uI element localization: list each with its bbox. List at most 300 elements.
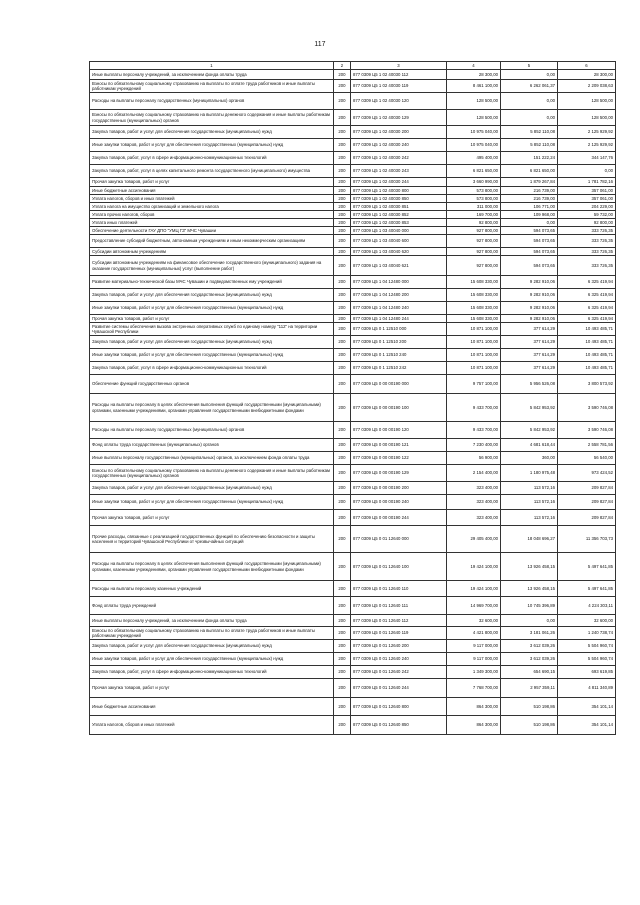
approved-amount-cell: 9 433 700,00 bbox=[447, 422, 501, 439]
table-row bbox=[90, 465, 616, 482]
table-header bbox=[90, 62, 616, 70]
admin-code-cell: 200 bbox=[334, 375, 351, 394]
table-row bbox=[90, 152, 616, 165]
unexecuted-amount-cell: 5 497 641,85 bbox=[558, 553, 616, 581]
table-row bbox=[90, 219, 616, 227]
column-number-row bbox=[90, 62, 616, 70]
table-row bbox=[90, 666, 616, 679]
unexecuted-amount-cell: 357 061,00 bbox=[558, 195, 616, 203]
budget-execution-table bbox=[89, 61, 616, 735]
unexecuted-amount-cell: 10 493 485,71 bbox=[558, 362, 616, 375]
table-row bbox=[90, 110, 616, 126]
budget-classification-code-cell: 877 0309 Ц5 0 00 00190 244 bbox=[351, 510, 447, 526]
admin-code-cell: 200 bbox=[334, 203, 351, 211]
unexecuted-amount-cell: 333 726,35 bbox=[558, 256, 616, 276]
executed-amount-cell: 510 198,86 bbox=[501, 698, 558, 716]
approved-amount-cell: 10 975 040,00 bbox=[447, 139, 501, 152]
unexecuted-amount-cell: 344 147,76 bbox=[558, 152, 616, 165]
admin-code-cell: 200 bbox=[334, 698, 351, 716]
executed-amount-cell: 151 222,24 bbox=[501, 152, 558, 165]
unexecuted-amount-cell: 11 356 703,73 bbox=[558, 526, 616, 553]
executed-amount-cell: 113 572,16 bbox=[501, 482, 558, 495]
admin-code-cell: 200 bbox=[334, 597, 351, 615]
row-name-cell: Фонд оплаты труда государственных (муниципальных) органов bbox=[90, 439, 334, 452]
budget-classification-code-cell: 877 0309 Ц5 0 01 12640 111 bbox=[351, 597, 447, 615]
row-name-cell: Взносы по обязательному социальному страхованию на выплаты денежного содержания и иные выплаты работникам государственных (муниципальных) органов bbox=[90, 110, 334, 126]
unexecuted-amount-cell: 1 240 738,74 bbox=[558, 627, 616, 640]
unexecuted-amount-cell: 357 061,00 bbox=[558, 187, 616, 195]
executed-amount-cell: 6 821 650,00 bbox=[501, 165, 558, 178]
admin-code-cell: 200 bbox=[334, 110, 351, 126]
approved-amount-cell: 323 400,00 bbox=[447, 510, 501, 526]
executed-amount-cell: 18 048 696,27 bbox=[501, 526, 558, 553]
budget-classification-code-cell: 877 0309 Ц5 0 1 12510 240 bbox=[351, 349, 447, 362]
budget-classification-code-cell: 877 0309 Ц5 1 04 12480 244 bbox=[351, 315, 447, 323]
approved-amount-cell: 9 757 100,00 bbox=[447, 375, 501, 394]
approved-amount-cell: 128 500,00 bbox=[447, 110, 501, 126]
approved-amount-cell: 573 800,00 bbox=[447, 195, 501, 203]
table-row bbox=[90, 302, 616, 315]
admin-code-cell: 200 bbox=[334, 422, 351, 439]
admin-code-cell: 200 bbox=[334, 627, 351, 640]
unexecuted-amount-cell: 10 493 485,71 bbox=[558, 336, 616, 349]
approved-amount-cell: 1 349 300,00 bbox=[447, 666, 501, 679]
admin-code-cell: 200 bbox=[334, 495, 351, 510]
budget-classification-code-cell: 877 0309 Ц5 1 02 40030 244 bbox=[351, 178, 447, 187]
table-row bbox=[90, 211, 616, 219]
executed-amount-cell: 9 282 910,06 bbox=[501, 315, 558, 323]
unexecuted-amount-cell: 3 800 573,92 bbox=[558, 375, 616, 394]
executed-amount-cell: 0,00 bbox=[501, 93, 558, 110]
budget-classification-code-cell: 877 0309 Ц5 0 00 00190 100 bbox=[351, 394, 447, 422]
admin-code-cell: 200 bbox=[334, 126, 351, 139]
row-name-cell: Иные закупки товаров, работ и услуг для обеспечения государственных (муниципальных) нужд bbox=[90, 653, 334, 666]
table-row bbox=[90, 227, 616, 235]
executed-amount-cell: 510 198,86 bbox=[501, 716, 558, 735]
unexecuted-amount-cell: 6 325 419,94 bbox=[558, 315, 616, 323]
budget-classification-code-cell: 877 0309 Ц5 1 02 40030 243 bbox=[351, 165, 447, 178]
budget-classification-code-cell: 877 0309 Ц5 0 00 00190 240 bbox=[351, 495, 447, 510]
table-row bbox=[90, 315, 616, 323]
unexecuted-amount-cell: 6 325 419,94 bbox=[558, 276, 616, 289]
approved-amount-cell: 29 405 400,00 bbox=[447, 526, 501, 553]
approved-amount-cell: 56 900,00 bbox=[447, 452, 501, 465]
column-number: 6 bbox=[558, 62, 616, 70]
executed-amount-cell: 1 879 267,84 bbox=[501, 178, 558, 187]
admin-code-cell: 200 bbox=[334, 615, 351, 627]
executed-amount-cell: 0,00 bbox=[501, 70, 558, 80]
admin-code-cell: 200 bbox=[334, 452, 351, 465]
unexecuted-amount-cell: 2 209 038,63 bbox=[558, 80, 616, 93]
table-row bbox=[90, 640, 616, 653]
approved-amount-cell: 15 608 330,00 bbox=[447, 302, 501, 315]
budget-classification-code-cell: 877 0309 Ц5 0 01 12640 242 bbox=[351, 666, 447, 679]
table-row bbox=[90, 627, 616, 640]
approved-amount-cell: 32 600,00 bbox=[447, 615, 501, 627]
admin-code-cell: 200 bbox=[334, 289, 351, 302]
unexecuted-amount-cell: 2 125 929,92 bbox=[558, 126, 616, 139]
row-name-cell: Уплата прочих налогов, сборов bbox=[90, 211, 334, 219]
executed-amount-cell: 9 282 910,06 bbox=[501, 289, 558, 302]
executed-amount-cell: 594 073,65 bbox=[501, 256, 558, 276]
admin-code-cell: 200 bbox=[334, 666, 351, 679]
executed-amount-cell: 13 926 458,15 bbox=[501, 581, 558, 597]
executed-amount-cell: 377 614,29 bbox=[501, 349, 558, 362]
approved-amount-cell: 10 871 100,00 bbox=[447, 323, 501, 336]
executed-amount-cell: 5 842 953,92 bbox=[501, 422, 558, 439]
table-row bbox=[90, 553, 616, 581]
budget-classification-code-cell: 877 0309 Ц5 0 01 12640 110 bbox=[351, 581, 447, 597]
column-number: 4 bbox=[447, 62, 501, 70]
budget-classification-code-cell: 877 0309 Ц5 1 02 40030 112 bbox=[351, 70, 447, 80]
executed-amount-cell: 113 572,16 bbox=[501, 495, 558, 510]
row-name-cell: Прочая закупка товаров, работ и услуг bbox=[90, 679, 334, 698]
row-name-cell: Иные бюджетные ассигнования bbox=[90, 698, 334, 716]
row-name-cell: Иные закупки товаров, работ и услуг для обеспечения государственных (муниципальных) нужд bbox=[90, 139, 334, 152]
approved-amount-cell: 927 800,00 bbox=[447, 235, 501, 248]
unexecuted-amount-cell: 6 325 419,94 bbox=[558, 302, 616, 315]
executed-amount-cell: 6 262 061,37 bbox=[501, 80, 558, 93]
row-name-cell: Иные выплаты персоналу государственных (муниципальных) органов, за исключением фонда оплаты труда bbox=[90, 452, 334, 465]
column-number: 5 bbox=[501, 62, 558, 70]
approved-amount-cell: 14 969 700,00 bbox=[447, 597, 501, 615]
table-row bbox=[90, 394, 616, 422]
admin-code-cell: 200 bbox=[334, 93, 351, 110]
budget-classification-code-cell: 877 0309 Ц5 1 02 40030 200 bbox=[351, 126, 447, 139]
row-name-cell: Прочая закупка товаров, работ и услуг bbox=[90, 315, 334, 323]
executed-amount-cell: 113 572,16 bbox=[501, 510, 558, 526]
budget-classification-code-cell: 877 0309 Ц5 0 01 12640 200 bbox=[351, 640, 447, 653]
page-number: 117 bbox=[314, 41, 326, 48]
table-row bbox=[90, 615, 616, 627]
row-name-cell: Обеспечение функций государственных органов bbox=[90, 375, 334, 394]
table-row bbox=[90, 256, 616, 276]
executed-amount-cell: 0,00 bbox=[501, 219, 558, 227]
admin-code-cell: 200 bbox=[334, 276, 351, 289]
unexecuted-amount-cell: 4 811 340,89 bbox=[558, 679, 616, 698]
table-body bbox=[90, 70, 616, 735]
row-name-cell: Взносы по обязательному социальному страхованию на выплаты по оплате труда работников и иные выплаты работникам учреждений bbox=[90, 627, 334, 640]
budget-classification-code-cell: 877 0309 Ц5 1 04 12480 240 bbox=[351, 302, 447, 315]
table-row bbox=[90, 452, 616, 465]
executed-amount-cell: 377 614,29 bbox=[501, 362, 558, 375]
unexecuted-amount-cell: 333 726,35 bbox=[558, 248, 616, 256]
budget-classification-code-cell: 877 0309 Ц5 0 01 12640 100 bbox=[351, 553, 447, 581]
unexecuted-amount-cell: 92 800,00 bbox=[558, 219, 616, 227]
unexecuted-amount-cell: 0,00 bbox=[558, 165, 616, 178]
table-row bbox=[90, 482, 616, 495]
budget-classification-code-cell: 877 0309 Ц5 1 02 40030 853 bbox=[351, 219, 447, 227]
budget-classification-code-cell: 877 0309 Ц5 0 00 00190 120 bbox=[351, 422, 447, 439]
admin-code-cell: 200 bbox=[334, 362, 351, 375]
budget-classification-code-cell: 877 0309 Ц5 1 02 40030 119 bbox=[351, 80, 447, 93]
approved-amount-cell: 169 700,00 bbox=[447, 211, 501, 219]
row-name-cell: Иные закупки товаров, работ и услуг для обеспечения государственных (муниципальных) нужд bbox=[90, 302, 334, 315]
unexecuted-amount-cell: 209 827,84 bbox=[558, 482, 616, 495]
approved-amount-cell: 10 871 100,00 bbox=[447, 362, 501, 375]
table-row bbox=[90, 439, 616, 452]
row-name-cell: Предоставление субсидий бюджетным, автономным учреждениям и иным некоммерческим организациям bbox=[90, 235, 334, 248]
budget-classification-code-cell: 877 0309 Ц5 1 02 40030 800 bbox=[351, 187, 447, 195]
executed-amount-cell: 360,00 bbox=[501, 452, 558, 465]
row-name-cell: Закупка товаров, работ, услуг в сфере информационно-коммуникационных технологий bbox=[90, 362, 334, 375]
row-name-cell: Закупка товаров, работ и услуг для обеспечения государственных (муниципальных) нужд bbox=[90, 289, 334, 302]
budget-classification-code-cell: 877 0309 Ц5 0 00 00190 122 bbox=[351, 452, 447, 465]
budget-classification-code-cell: 877 0309 Ц5 0 1 12510 242 bbox=[351, 362, 447, 375]
budget-classification-code-cell: 877 0309 Ц5 0 01 12640 240 bbox=[351, 653, 447, 666]
table-row bbox=[90, 178, 616, 187]
approved-amount-cell: 927 800,00 bbox=[447, 248, 501, 256]
approved-amount-cell: 10 975 040,00 bbox=[447, 126, 501, 139]
unexecuted-amount-cell: 2 558 781,56 bbox=[558, 439, 616, 452]
unexecuted-amount-cell: 973 424,52 bbox=[558, 465, 616, 482]
row-name-cell: Взносы по обязательному социальному страхованию на выплаты денежного содержания и иные выплаты работникам государственных (муниципальных) органов bbox=[90, 465, 334, 482]
row-name-cell: Закупка товаров, работ, услуг в целях капитального ремонта государственного (муниципального) имущества bbox=[90, 165, 334, 178]
admin-code-cell: 200 bbox=[334, 465, 351, 482]
approved-amount-cell: 128 500,00 bbox=[447, 93, 501, 110]
unexecuted-amount-cell: 209 827,84 bbox=[558, 495, 616, 510]
unexecuted-amount-cell: 333 726,35 bbox=[558, 227, 616, 235]
row-name-cell: Прочие расходы, связанные с реализацией государственных функций по обеспечению безопасности и защиты населения и территорий Чувашской Республики от чрезвычайных ситуаций bbox=[90, 526, 334, 553]
executed-amount-cell: 3 612 039,26 bbox=[501, 653, 558, 666]
executed-amount-cell: 377 614,29 bbox=[501, 323, 558, 336]
approved-amount-cell: 2 154 400,00 bbox=[447, 465, 501, 482]
budget-classification-code-cell: 877 0309 Ц5 0 00 00190 129 bbox=[351, 465, 447, 482]
admin-code-cell: 200 bbox=[334, 315, 351, 323]
admin-code-cell: 200 bbox=[334, 349, 351, 362]
approved-amount-cell: 864 300,00 bbox=[447, 698, 501, 716]
table-row bbox=[90, 653, 616, 666]
executed-amount-cell: 4 681 618,44 bbox=[501, 439, 558, 452]
executed-amount-cell: 0,00 bbox=[501, 110, 558, 126]
unexecuted-amount-cell: 333 726,35 bbox=[558, 235, 616, 248]
table-row bbox=[90, 510, 616, 526]
budget-classification-code-cell: 877 0309 Ц5 0 01 12640 112 bbox=[351, 615, 447, 627]
admin-code-cell: 200 bbox=[334, 526, 351, 553]
row-name-cell: Уплата налогов, сборов и иных платежей bbox=[90, 195, 334, 203]
budget-classification-code-cell: 877 0309 Ц5 0 00 00190 200 bbox=[351, 482, 447, 495]
row-name-cell: Закупка товаров, работ и услуг для обеспечения государственных (муниципальных) нужд bbox=[90, 126, 334, 139]
admin-code-cell: 200 bbox=[334, 211, 351, 219]
budget-classification-code-cell: 877 0309 Ц5 0 01 12640 800 bbox=[351, 698, 447, 716]
admin-code-cell: 200 bbox=[334, 235, 351, 248]
unexecuted-amount-cell: 3 590 746,08 bbox=[558, 394, 616, 422]
admin-code-cell: 200 bbox=[334, 256, 351, 276]
admin-code-cell: 200 bbox=[334, 152, 351, 165]
row-name-cell: Иные выплаты персоналу учреждений, за исключением фонда оплаты труда bbox=[90, 615, 334, 627]
row-name-cell: Иные закупки товаров, работ и услуг для обеспечения государственных (муниципальных) нужд bbox=[90, 349, 334, 362]
approved-amount-cell: 8 461 100,00 bbox=[447, 80, 501, 93]
admin-code-cell: 200 bbox=[334, 510, 351, 526]
executed-amount-cell: 5 852 110,08 bbox=[501, 139, 558, 152]
unexecuted-amount-cell: 209 827,84 bbox=[558, 510, 616, 526]
approved-amount-cell: 15 608 330,00 bbox=[447, 276, 501, 289]
executed-amount-cell: 10 745 396,89 bbox=[501, 597, 558, 615]
budget-classification-code-cell: 877 0309 Ц5 0 01 12640 000 bbox=[351, 526, 447, 553]
table-row bbox=[90, 203, 616, 211]
row-name-cell: Субсидии автономным учреждениям bbox=[90, 248, 334, 256]
table-row bbox=[90, 248, 616, 256]
admin-code-cell: 200 bbox=[334, 323, 351, 336]
executed-amount-cell: 9 282 910,06 bbox=[501, 302, 558, 315]
executed-amount-cell: 594 073,65 bbox=[501, 227, 558, 235]
budget-classification-code-cell: 877 0309 Ц5 1 03 40040 000 bbox=[351, 227, 447, 235]
executed-amount-cell: 5 852 110,08 bbox=[501, 126, 558, 139]
row-name-cell: Закупка товаров, работ, услуг в сфере информационно-коммуникационных технологий bbox=[90, 152, 334, 165]
budget-classification-code-cell: 877 0309 Ц5 1 02 40030 242 bbox=[351, 152, 447, 165]
approved-amount-cell: 92 800,00 bbox=[447, 219, 501, 227]
admin-code-cell: 200 bbox=[334, 195, 351, 203]
admin-code-cell: 200 bbox=[334, 139, 351, 152]
executed-amount-cell: 109 968,00 bbox=[501, 211, 558, 219]
unexecuted-amount-cell: 5 504 960,74 bbox=[558, 640, 616, 653]
approved-amount-cell: 7 768 700,00 bbox=[447, 679, 501, 698]
row-name-cell: Расходы на выплаты персоналу государственных (муниципальных) органов bbox=[90, 93, 334, 110]
approved-amount-cell: 10 871 100,00 bbox=[447, 349, 501, 362]
budget-classification-code-cell: 877 0309 Ц5 1 03 40040 620 bbox=[351, 248, 447, 256]
approved-amount-cell: 864 300,00 bbox=[447, 716, 501, 735]
table-row bbox=[90, 139, 616, 152]
executed-amount-cell: 377 614,29 bbox=[501, 336, 558, 349]
executed-amount-cell: 9 282 910,06 bbox=[501, 276, 558, 289]
row-name-cell: Уплата налогов, сборов и иных платежей bbox=[90, 716, 334, 735]
table-row bbox=[90, 165, 616, 178]
budget-classification-code-cell: 877 0309 Ц5 1 04 12480 200 bbox=[351, 289, 447, 302]
table-row bbox=[90, 70, 616, 80]
table-row bbox=[90, 126, 616, 139]
row-name-cell: Закупка товаров, работ, услуг в сфере информационно-коммуникационных технологий bbox=[90, 666, 334, 679]
admin-code-cell: 200 bbox=[334, 302, 351, 315]
approved-amount-cell: 927 800,00 bbox=[447, 227, 501, 235]
admin-code-cell: 200 bbox=[334, 482, 351, 495]
budget-classification-code-cell: 877 0309 Ц5 1 04 12480 000 bbox=[351, 276, 447, 289]
admin-code-cell: 200 bbox=[334, 581, 351, 597]
unexecuted-amount-cell: 354 101,14 bbox=[558, 698, 616, 716]
unexecuted-amount-cell: 693 619,85 bbox=[558, 666, 616, 679]
budget-classification-code-cell: 877 0309 Ц5 1 02 40030 852 bbox=[351, 211, 447, 219]
row-name-cell: Субсидии автономным учреждениям на финансовое обеспечение государственного (муниципального) задания на оказание государственных (муниципальных) услуг (выполнение работ) bbox=[90, 256, 334, 276]
row-name-cell: Иные бюджетные ассигнования bbox=[90, 187, 334, 195]
budget-classification-code-cell: 877 0309 Ц5 0 01 12640 244 bbox=[351, 679, 447, 698]
budget-classification-code-cell: 877 0309 Ц5 1 02 40030 240 bbox=[351, 139, 447, 152]
row-name-cell: Закупка товаров, работ и услуг для обеспечения государственных (муниципальных) нужд bbox=[90, 640, 334, 653]
admin-code-cell: 200 bbox=[334, 248, 351, 256]
admin-code-cell: 200 bbox=[334, 439, 351, 452]
unexecuted-amount-cell: 10 493 485,71 bbox=[558, 323, 616, 336]
unexecuted-amount-cell: 3 590 746,08 bbox=[558, 422, 616, 439]
table-row bbox=[90, 716, 616, 735]
unexecuted-amount-cell: 32 600,00 bbox=[558, 615, 616, 627]
admin-code-cell: 200 bbox=[334, 640, 351, 653]
admin-code-cell: 200 bbox=[334, 227, 351, 235]
table-row bbox=[90, 289, 616, 302]
row-name-cell: Уплата иных платежей bbox=[90, 219, 334, 227]
unexecuted-amount-cell: 204 229,00 bbox=[558, 203, 616, 211]
unexecuted-amount-cell: 4 224 303,11 bbox=[558, 597, 616, 615]
executed-amount-cell: 3 612 039,26 bbox=[501, 640, 558, 653]
unexecuted-amount-cell: 5 504 960,74 bbox=[558, 653, 616, 666]
budget-classification-code-cell: 877 0309 Ц5 0 1 12510 200 bbox=[351, 336, 447, 349]
row-name-cell: Иные выплаты персоналу учреждений, за исключением фонда оплаты труда bbox=[90, 70, 334, 80]
table-row bbox=[90, 80, 616, 93]
row-name-cell: Расходы на выплаты персоналу в целях обеспечения выполнения функций государственными (муниципальными) органами, казенными учреждениями, органами управления государственными внебюджетными фондами bbox=[90, 394, 334, 422]
approved-amount-cell: 3 660 990,00 bbox=[447, 178, 501, 187]
approved-amount-cell: 15 608 330,00 bbox=[447, 289, 501, 302]
row-name-cell: Расходы на выплаты персоналу в целях обеспечения выполнения функций государственными (муниципальными) органами, казенными учреждениями, органами управления государственными внебюджетными фондами bbox=[90, 553, 334, 581]
admin-code-cell: 200 bbox=[334, 716, 351, 735]
executed-amount-cell: 654 690,15 bbox=[501, 666, 558, 679]
row-name-cell: Закупка товаров, работ и услуг для обеспечения государственных (муниципальных) нужд bbox=[90, 482, 334, 495]
row-name-cell: Расходы на выплаты персоналу государственных (муниципальных) органов bbox=[90, 422, 334, 439]
executed-amount-cell: 5 842 953,92 bbox=[501, 394, 558, 422]
approved-amount-cell: 573 800,00 bbox=[447, 187, 501, 195]
approved-amount-cell: 495 400,00 bbox=[447, 152, 501, 165]
approved-amount-cell: 19 424 100,00 bbox=[447, 553, 501, 581]
table-row bbox=[90, 93, 616, 110]
unexecuted-amount-cell: 28 300,00 bbox=[558, 70, 616, 80]
table-row bbox=[90, 679, 616, 698]
table-row bbox=[90, 495, 616, 510]
row-name-cell: Фонд оплаты труда учреждений bbox=[90, 597, 334, 615]
budget-classification-code-cell: 877 0309 Ц5 1 02 40030 850 bbox=[351, 195, 447, 203]
approved-amount-cell: 9 117 000,00 bbox=[447, 653, 501, 666]
budget-classification-code-cell: 877 0309 Ц5 1 03 40040 600 bbox=[351, 235, 447, 248]
table-row bbox=[90, 276, 616, 289]
executed-amount-cell: 1 180 975,48 bbox=[501, 465, 558, 482]
budget-classification-code-cell: 877 0309 Ц5 0 1 12510 000 bbox=[351, 323, 447, 336]
budget-classification-code-cell: 877 0309 Ц5 0 01 12640 850 bbox=[351, 716, 447, 735]
row-name-cell: Развитие материально-технической базы МЧС Чувашии и подведомственных ему учреждений bbox=[90, 276, 334, 289]
table-row bbox=[90, 323, 616, 336]
admin-code-cell: 200 bbox=[334, 165, 351, 178]
budget-classification-code-cell: 877 0309 Ц5 1 02 40030 120 bbox=[351, 93, 447, 110]
approved-amount-cell: 19 424 100,00 bbox=[447, 581, 501, 597]
column-number: 2 bbox=[334, 62, 351, 70]
unexecuted-amount-cell: 128 500,00 bbox=[558, 110, 616, 126]
admin-code-cell: 200 bbox=[334, 70, 351, 80]
executed-amount-cell: 106 771,00 bbox=[501, 203, 558, 211]
unexecuted-amount-cell: 128 500,00 bbox=[558, 93, 616, 110]
unexecuted-amount-cell: 10 493 485,71 bbox=[558, 349, 616, 362]
executed-amount-cell: 216 739,00 bbox=[501, 195, 558, 203]
table-row bbox=[90, 362, 616, 375]
table-row bbox=[90, 526, 616, 553]
executed-amount-cell: 594 073,65 bbox=[501, 235, 558, 248]
table-row bbox=[90, 375, 616, 394]
unexecuted-amount-cell: 6 325 419,94 bbox=[558, 289, 616, 302]
executed-amount-cell: 3 181 061,26 bbox=[501, 627, 558, 640]
executed-amount-cell: 216 739,00 bbox=[501, 187, 558, 195]
admin-code-cell: 200 bbox=[334, 80, 351, 93]
table-row bbox=[90, 349, 616, 362]
approved-amount-cell: 323 400,00 bbox=[447, 495, 501, 510]
budget-classification-code-cell: 877 0309 Ц5 0 00 00190 000 bbox=[351, 375, 447, 394]
executed-amount-cell: 13 926 458,15 bbox=[501, 553, 558, 581]
admin-code-cell: 200 bbox=[334, 653, 351, 666]
unexecuted-amount-cell: 5 497 641,85 bbox=[558, 581, 616, 597]
unexecuted-amount-cell: 1 781 782,16 bbox=[558, 178, 616, 187]
table-row bbox=[90, 597, 616, 615]
row-name-cell: Закупка товаров, работ и услуг для обеспечения государственных (муниципальных) нужд bbox=[90, 336, 334, 349]
approved-amount-cell: 15 608 330,00 bbox=[447, 315, 501, 323]
approved-amount-cell: 9 117 000,00 bbox=[447, 640, 501, 653]
table-row bbox=[90, 235, 616, 248]
executed-amount-cell: 594 073,65 bbox=[501, 248, 558, 256]
unexecuted-amount-cell: 2 125 929,92 bbox=[558, 139, 616, 152]
approved-amount-cell: 7 230 400,00 bbox=[447, 439, 501, 452]
row-name-cell: Взносы по обязательному социальному страхованию на выплаты по оплате труда работников и иные выплаты работникам учреждений bbox=[90, 80, 334, 93]
row-name-cell: Уплата налога на имущество организаций и земельного налога bbox=[90, 203, 334, 211]
